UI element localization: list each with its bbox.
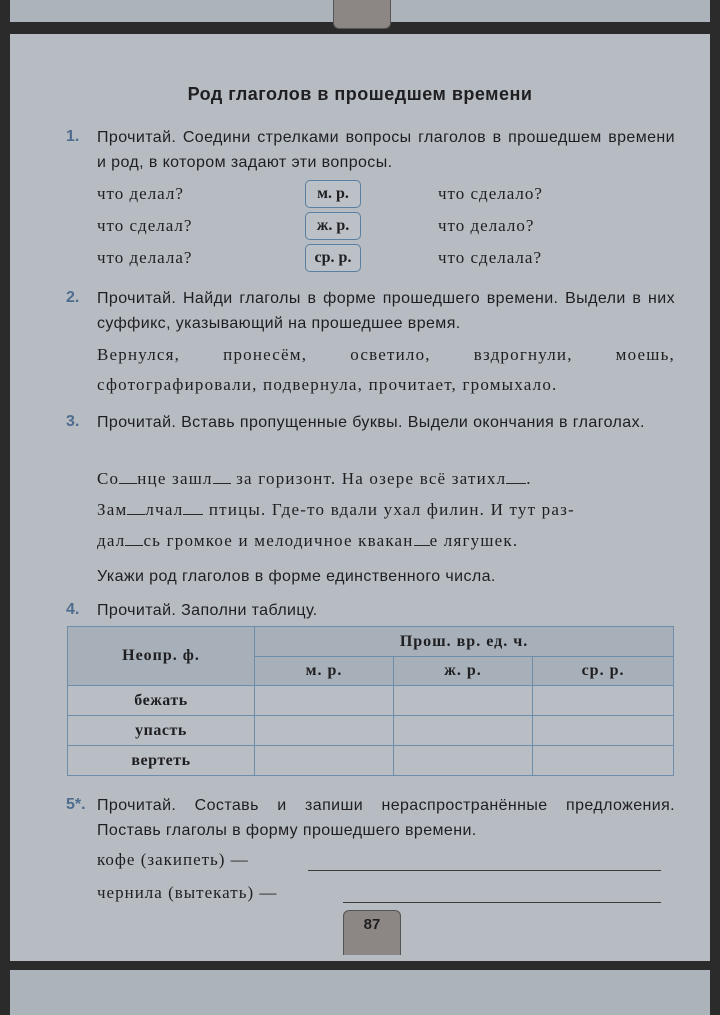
table-head-infinitive: Неопр. ф. <box>68 627 255 686</box>
table-head-masculine: м. р. <box>255 657 394 686</box>
blank-slot[interactable] <box>213 469 231 484</box>
previous-page-tab <box>333 0 391 29</box>
table-cell-empty[interactable] <box>533 746 674 776</box>
text-fragment: . <box>526 469 532 488</box>
table-cell-empty[interactable] <box>533 716 674 746</box>
blank-slot[interactable] <box>506 469 526 484</box>
task3-line-3 <box>97 526 675 556</box>
text-fragment: Со <box>97 469 120 488</box>
text-fragment: лчал <box>145 500 184 519</box>
task2-text: Прочитай. Найди глаголы в форме прошедшего времени. Выдели в них суффикс, указывающий на прошедшее время. <box>97 290 675 332</box>
text-fragment: е лягушек. <box>429 531 519 550</box>
text-fragment: сь громкое и мелодичное квакан <box>143 531 414 550</box>
task2-number: 2. <box>66 289 80 306</box>
verb-table <box>67 626 674 776</box>
table-cell-empty[interactable] <box>394 686 533 716</box>
blank-slot[interactable] <box>414 531 430 546</box>
task1-left-question: что сделал? <box>97 216 193 235</box>
task4-number: 4. <box>66 601 80 618</box>
answer-line[interactable] <box>343 902 661 903</box>
task5-item: чернила (вытекать) — <box>97 883 278 902</box>
gender-badge-neuter[interactable]: ср. р. <box>305 244 361 272</box>
task1-left-question: что делал? <box>97 184 184 203</box>
task1-number: 1. <box>66 128 80 145</box>
table-cell-empty[interactable] <box>255 686 394 716</box>
workbook-page <box>10 34 710 961</box>
task3-number: 3. <box>66 413 80 430</box>
task5-item: кофе (закипеть) — <box>97 850 249 869</box>
page-number: 87 <box>343 910 401 955</box>
task3-line-1 <box>97 464 675 494</box>
text-fragment: дал <box>97 531 126 550</box>
next-page-edge <box>10 970 710 1015</box>
answer-line[interactable] <box>308 870 661 871</box>
table-cell-verb: бежать <box>68 686 255 716</box>
table-cell-verb: вертеть <box>68 746 255 776</box>
task1-right-question: что сделала? <box>438 248 542 267</box>
table-head-past-tense: Прош. вр. ед. ч. <box>255 627 674 657</box>
text-fragment: за горизонт. На озере всё затихл <box>230 469 507 488</box>
task1-text: Прочитай. Соедини стрелками вопросы глаголов в прошедшем времени и род, в котором задают эти вопросы. <box>97 129 675 171</box>
text-fragment: нце зашл <box>137 469 213 488</box>
table-head-neuter: ср. р. <box>533 657 674 686</box>
text-fragment: Зам <box>97 500 128 519</box>
blank-slot[interactable] <box>119 469 137 484</box>
table-head-feminine: ж. р. <box>394 657 533 686</box>
task3-line-2 <box>97 495 675 525</box>
table-cell-verb: упасть <box>68 716 255 746</box>
task2-word-list: Вернулся, пронесём, осветило, вздрогнули, моешь, сфотографировали, подвернула, прочитает, громыхало. <box>97 345 675 394</box>
task4-text: Прочитай. Заполни таблицу. <box>97 602 318 619</box>
table-cell-empty[interactable] <box>533 686 674 716</box>
task3-text: Прочитай. Вставь пропущенные буквы. Выдели окончания в глаголах. <box>97 414 645 431</box>
task5-number: 5*. <box>66 796 86 813</box>
table-row <box>68 716 674 746</box>
page-title: Род глаголов в прошедшем времени <box>187 84 533 104</box>
task1-right-question: что делало? <box>438 216 535 235</box>
table-row <box>68 746 674 776</box>
blank-slot[interactable] <box>127 500 145 515</box>
table-cell-empty[interactable] <box>394 716 533 746</box>
table-cell-empty[interactable] <box>255 716 394 746</box>
table-cell-empty[interactable] <box>255 746 394 776</box>
blank-slot[interactable] <box>183 500 203 515</box>
text-fragment: птицы. Где-то вдали ухал филин. И тут раз- <box>203 500 575 519</box>
task1-right-question: что сделало? <box>438 184 543 203</box>
table-row <box>68 686 674 716</box>
gender-badge-feminine[interactable]: ж. р. <box>305 212 361 240</box>
task5-text: Прочитай. Составь и запиши нераспространённые предложения. Поставь глаголы в форму прошедшего времени. <box>97 797 675 839</box>
task1-left-question: что делала? <box>97 248 193 267</box>
table-cell-empty[interactable] <box>394 746 533 776</box>
gender-badge-masculine[interactable]: м. р. <box>305 180 361 208</box>
task3-instruction: Укажи род глаголов в форме единственного числа. <box>97 568 496 585</box>
blank-slot[interactable] <box>125 531 143 546</box>
